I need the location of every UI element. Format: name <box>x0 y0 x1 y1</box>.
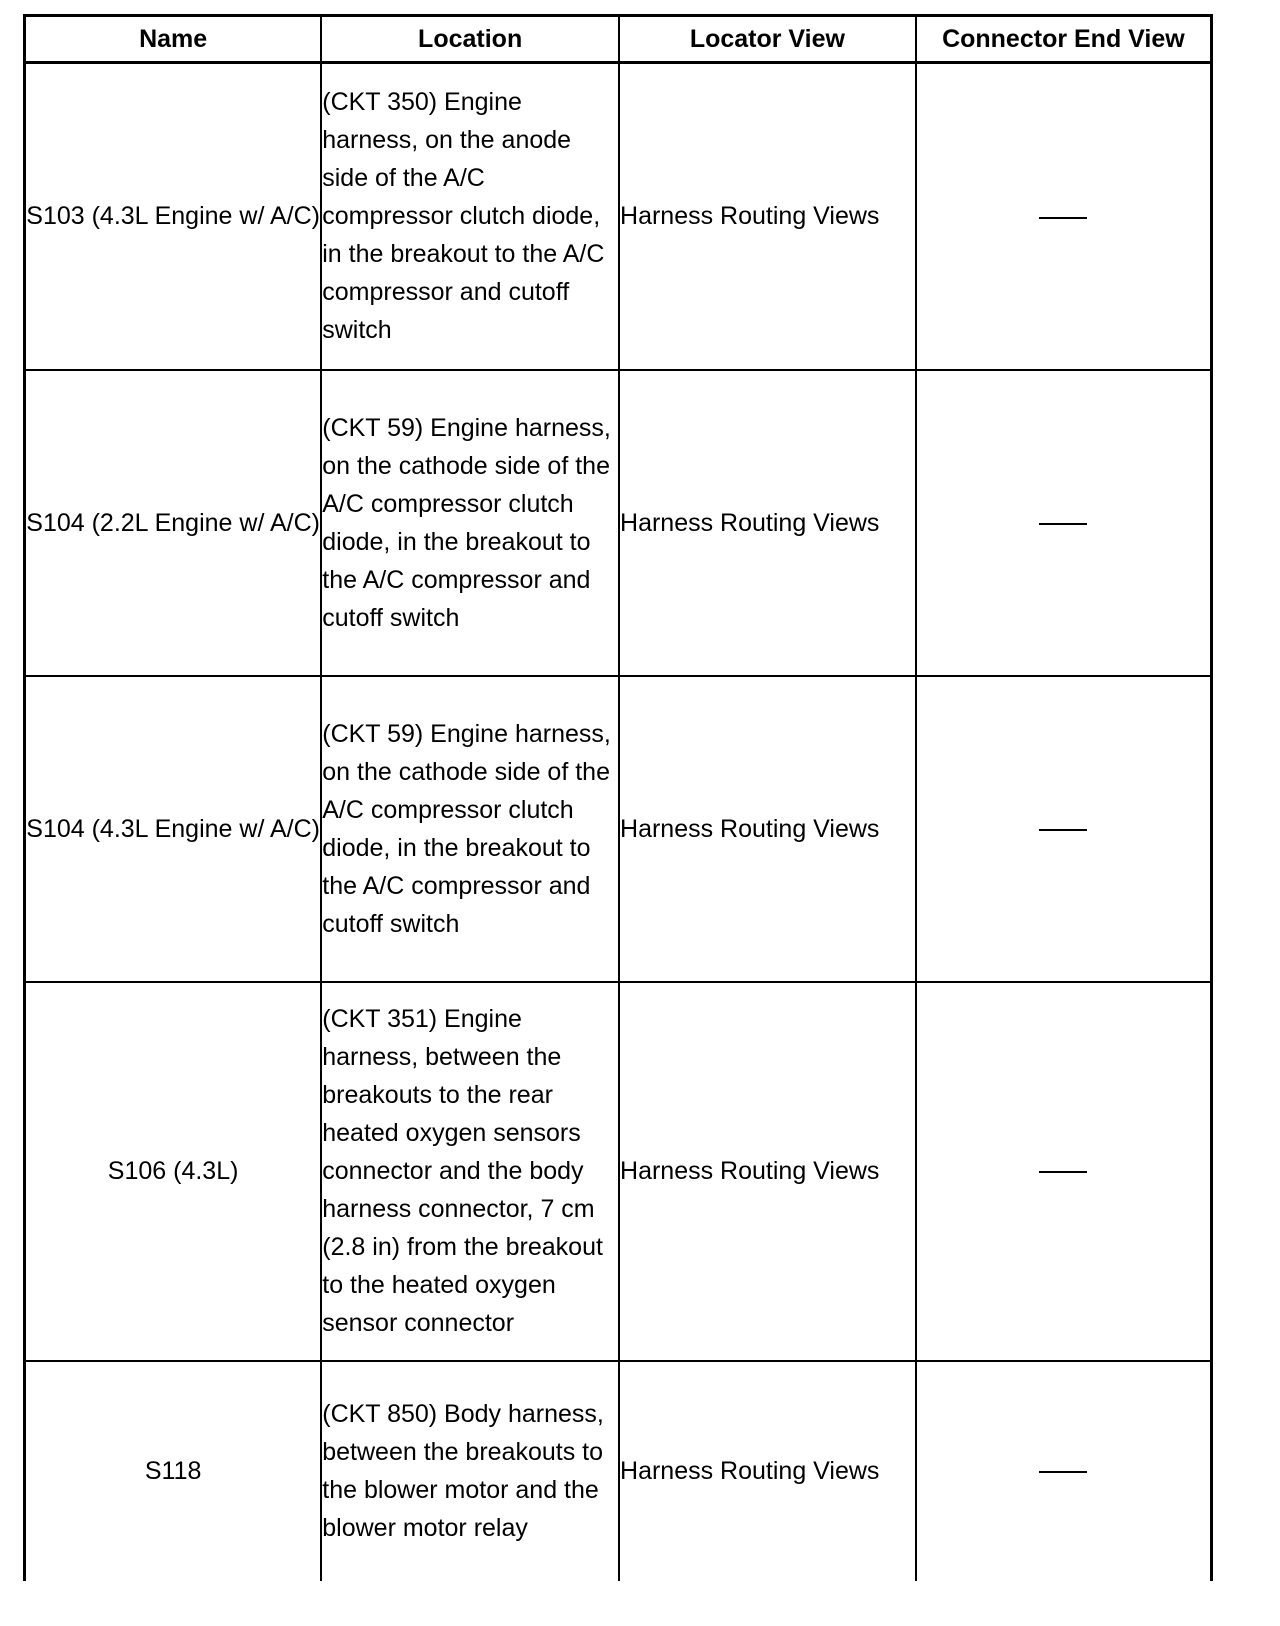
header-name: Name <box>25 16 322 63</box>
empty-dash <box>1039 217 1087 219</box>
splice-location: (CKT 59) Engine harness, on the cathode side of the A/C compressor clutch diode, in the breakout to the A/C compressor and cutoff switch <box>321 370 619 676</box>
splice-name: S104 (2.2L Engine w/ A/C) <box>25 370 322 676</box>
locator-view-link: Harness Routing Views <box>619 63 916 370</box>
empty-dash <box>1039 1171 1087 1173</box>
locator-view-link: Harness Routing Views <box>619 370 916 676</box>
empty-dash <box>1039 829 1087 831</box>
empty-dash <box>1039 523 1087 525</box>
table-row <box>25 982 1212 1361</box>
connector-end-view <box>916 370 1212 676</box>
splice-location: (CKT 850) Body harness, between the breakouts to the blower motor and the blower motor relay <box>321 1361 619 1581</box>
splice-name: S106 (4.3L) <box>25 982 322 1361</box>
table-header-row <box>25 16 1212 63</box>
empty-dash <box>1039 1471 1087 1473</box>
header-location: Location <box>321 16 619 63</box>
header-connector-end-view: Connector End View <box>916 16 1212 63</box>
connector-end-view <box>916 676 1212 982</box>
splice-name: S118 <box>25 1361 322 1581</box>
splice-location: (CKT 350) Engine harness, on the anode side of the A/C compressor clutch diode, in the breakout to the A/C compressor and cutoff switch <box>321 63 619 370</box>
table-row <box>25 676 1212 982</box>
table-row <box>25 63 1212 370</box>
connector-end-view <box>916 63 1212 370</box>
splice-name: S104 (4.3L Engine w/ A/C) <box>25 676 322 982</box>
table-row <box>25 1361 1212 1581</box>
table-row <box>25 370 1212 676</box>
connector-end-view <box>916 982 1212 1361</box>
splice-name: S103 (4.3L Engine w/ A/C) <box>25 63 322 370</box>
locator-view-link: Harness Routing Views <box>619 676 916 982</box>
splice-table <box>23 14 1213 1581</box>
splice-location: (CKT 351) Engine harness, between the breakouts to the rear heated oxygen sensors connector and the body harness connector, 7 cm (2.8 in) from the breakout to the heated oxygen sensor connector <box>321 982 619 1361</box>
locator-view-link: Harness Routing Views <box>619 982 916 1361</box>
header-locator-view: Locator View <box>619 16 916 63</box>
locator-view-link: Harness Routing Views <box>619 1361 916 1581</box>
connector-end-view <box>916 1361 1212 1581</box>
splice-location: (CKT 59) Engine harness, on the cathode side of the A/C compressor clutch diode, in the breakout to the A/C compressor and cutoff switch <box>321 676 619 982</box>
